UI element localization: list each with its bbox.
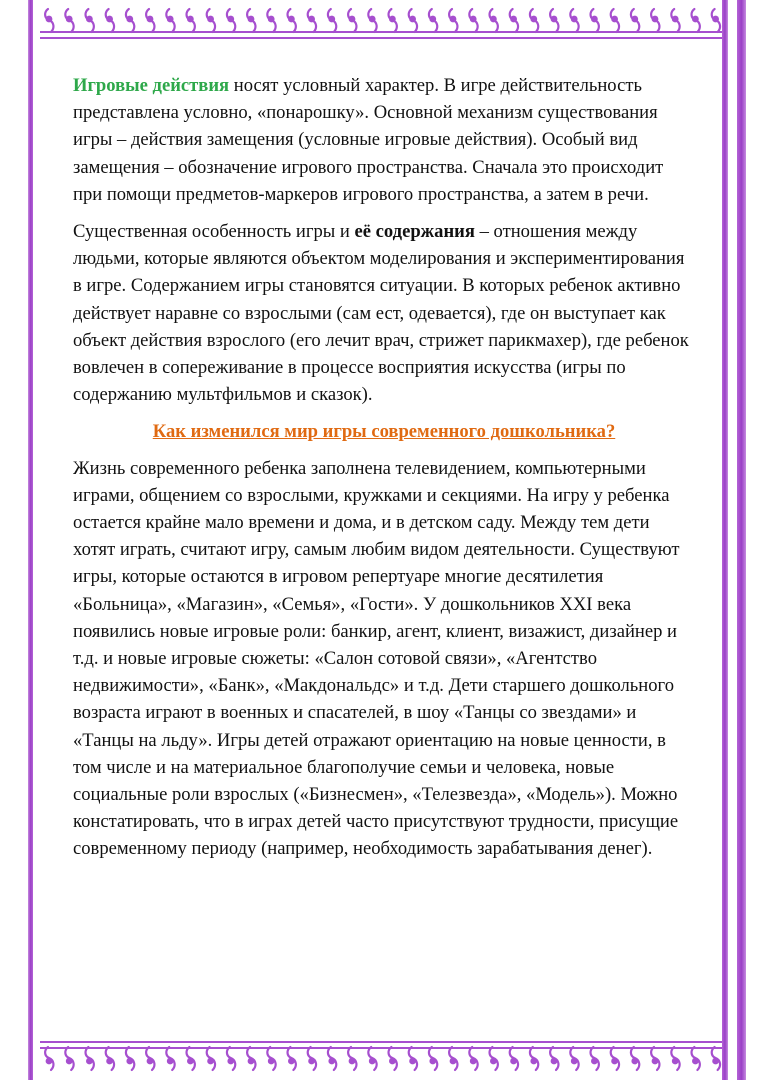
swirl-ornament-icon — [65, 9, 73, 32]
swirl-ornament-icon — [651, 9, 659, 32]
swirl-ornament-icon — [308, 9, 316, 32]
swirl-ornament-icon — [227, 1047, 235, 1070]
swirl-ornament-icon — [187, 1047, 195, 1070]
swirl-ornament-icon — [671, 9, 679, 32]
swirl-ornament-icon — [449, 1047, 457, 1070]
swirl-ornament-icon — [591, 1047, 599, 1070]
swirl-ornament-icon — [126, 9, 134, 32]
swirl-ornament-icon — [712, 9, 720, 32]
swirl-ornament-icon — [591, 9, 599, 32]
swirl-ornament-icon — [449, 9, 457, 32]
swirl-ornament-icon — [65, 1047, 73, 1070]
swirl-ornament-icon — [166, 9, 174, 32]
swirl-ornament-icon — [692, 9, 700, 32]
swirl-ornament-icon — [267, 1047, 275, 1070]
left-border-bar — [28, 0, 33, 1080]
swirl-ornament-icon — [86, 9, 94, 32]
swirl-ornament-icon — [207, 9, 215, 32]
term-game-actions: Игровые действия — [73, 75, 230, 96]
swirl-ornament-icon — [207, 1047, 215, 1070]
swirl-ornament-icon — [227, 9, 235, 32]
swirl-ornament-icon — [45, 9, 53, 32]
swirl-ornament-icon — [288, 1047, 296, 1070]
swirl-ornament-icon — [611, 9, 619, 32]
section-heading: Как изменился мир игры современного дошкольника? — [152, 421, 616, 443]
swirl-ornament-icon — [247, 9, 255, 32]
paragraph-text: Существенная особенность игры и — [73, 221, 355, 243]
swirl-ornament-icon — [348, 1047, 356, 1070]
paragraph-game-actions — [73, 72, 695, 208]
swirl-ornament-icon — [348, 9, 356, 32]
top-swirl-border — [0, 0, 763, 44]
swirl-ornament-icon — [328, 1047, 336, 1070]
swirl-ornament-icon — [530, 9, 538, 32]
swirl-ornament-icon — [389, 9, 397, 32]
paragraph-game-content — [73, 218, 695, 408]
paragraph-text: – отношения между людьми, которые являются объектом моделирования и экспериментирования в игре. Содержанием игры становятся ситуации. В которых ребенок активно действует наравне со взрослыми (сам ест, одевается), где он выступает как объект действия взрослого (его лечит врач, стрижет парикмахер), где ребенок вовлечен в сопереживание в процессе восприятия искусства (игры по содержанию мультфильмов и сказок). — [73, 221, 689, 406]
swirl-ornament-icon — [671, 1047, 679, 1070]
paragraph-modern-play: Жизнь современного ребенка заполнена телевидением, компьютерными играми, общением со взрослыми, кружками и секциями. На игру у ребенка остается крайне мало времени и дома, и в детском саду. Между тем дети хотят играть, считают игру, самым любим видом деятельности. Существуют игры, которые остаются в игровом репертуаре многие десятилетия «Больница», «Магазин», «Семья», «Гости». У дошкольников XXI века появились новые игровые роли: банкир, агент, клиент, визажист, дизайнер и т.д. и новые игровые сюжеты: «Салон сотовой связи», «Агентство недвижимости», «Банк», «Макдональдс» и т.д. Дети старшего дошкольного возраста играют в военных и спасателей, в шоу «Танцы со звездами» и «Танцы на льду». Игры детей отражают ориентацию на новые ценности, в том числе и на материальное благополучие семьи и человека, новые социальные роли взрослых («Бизнесмен», «Телезвезда», «Модель»). Можно констатировать, что в играх детей часто присутствуют трудности, присущие современному периоду (например, необходимость зарабатывания денег). — [73, 457, 680, 860]
swirl-ornament-icon — [631, 9, 639, 32]
swirl-ornament-icon — [308, 1047, 316, 1070]
swirl-ornament-icon — [328, 9, 336, 32]
swirl-ornament-icon — [187, 9, 195, 32]
swirl-ornament-icon — [631, 1047, 639, 1070]
swirl-ornament-icon — [288, 9, 296, 32]
swirl-ornament-icon — [490, 9, 498, 32]
paragraph-text: носят условный характер. В игре действительность представлена условно, «понарошку». Основной механизм существования игры – действия замещения (условные игровые действия). Особый вид замещения – обозначение игрового пространства. Сначала это происходит при помощи предметов-маркеров игрового пространства, а затем в речи. — [73, 75, 664, 205]
swirl-ornament-icon — [409, 1047, 417, 1070]
swirl-ornament-icon — [368, 9, 376, 32]
swirl-ornament-icon — [247, 1047, 255, 1070]
right-border-bar-outer — [737, 0, 746, 1080]
swirl-ornament-icon — [712, 1047, 720, 1070]
document-body — [73, 72, 695, 873]
term-content: её содержания — [354, 221, 475, 243]
swirl-ornament-icon — [510, 1047, 518, 1070]
swirl-ornament-icon — [692, 1047, 700, 1070]
swirl-ornament-icon — [429, 9, 437, 32]
swirl-ornament-icon — [651, 1047, 659, 1070]
swirl-ornament-icon — [469, 1047, 477, 1070]
swirl-ornament-icon — [146, 1047, 154, 1070]
swirl-ornament-icon — [146, 9, 154, 32]
swirl-ornament-icon — [106, 1047, 114, 1070]
swirl-ornament-icon — [389, 1047, 397, 1070]
swirl-ornament-icon — [126, 1047, 134, 1070]
swirl-ornament-icon — [490, 1047, 498, 1070]
swirl-ornament-icon — [368, 1047, 376, 1070]
swirl-ornament-icon — [0, 1036, 763, 1080]
swirl-ornament-icon — [469, 9, 477, 32]
swirl-ornament-icon — [86, 1047, 94, 1070]
swirl-ornament-icon — [409, 9, 417, 32]
swirl-ornament-icon — [0, 0, 763, 44]
swirl-ornament-icon — [267, 9, 275, 32]
swirl-ornament-icon — [550, 1047, 558, 1070]
swirl-ornament-icon — [510, 9, 518, 32]
swirl-ornament-icon — [45, 1047, 53, 1070]
swirl-ornament-icon — [611, 1047, 619, 1070]
swirl-ornament-icon — [550, 9, 558, 32]
swirl-ornament-icon — [570, 1047, 578, 1070]
swirl-ornament-icon — [106, 9, 114, 32]
bottom-swirl-border — [0, 1036, 763, 1080]
swirl-ornament-icon — [429, 1047, 437, 1070]
right-border-bar-inner — [722, 0, 728, 1080]
swirl-ornament-icon — [570, 9, 578, 32]
swirl-ornament-icon — [530, 1047, 538, 1070]
swirl-ornament-icon — [166, 1047, 174, 1070]
